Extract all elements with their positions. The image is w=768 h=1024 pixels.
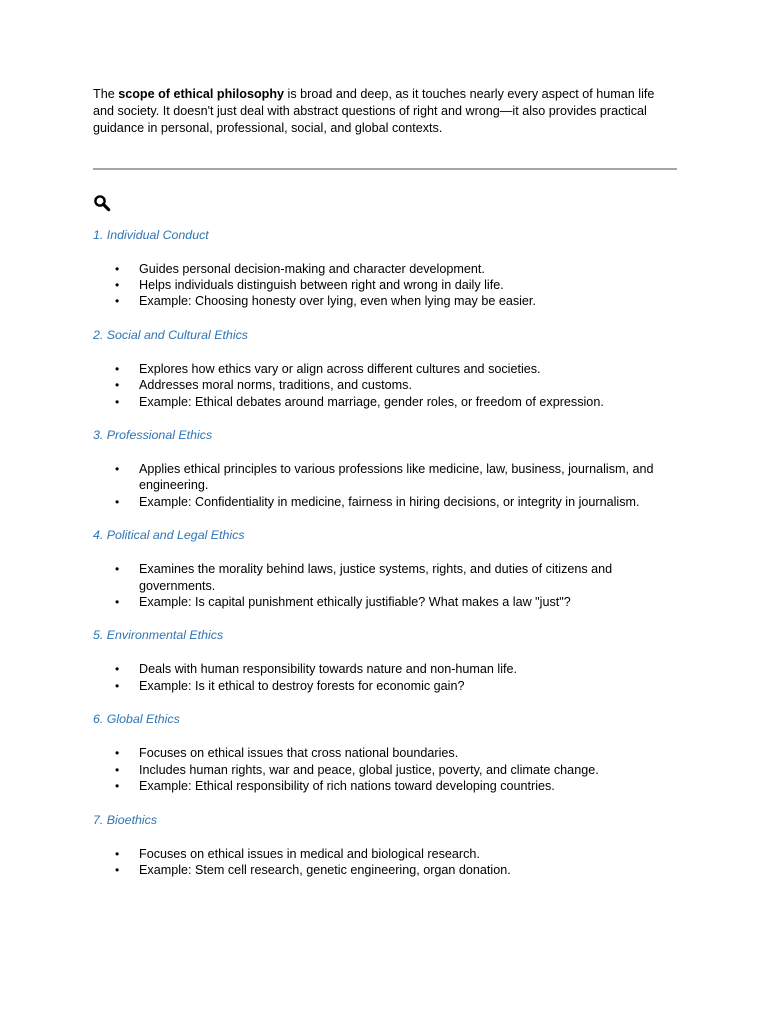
bullet-icon: • [115,261,120,276]
section [93,711,677,794]
list-item [93,377,677,393]
bullet-list [93,461,677,510]
list-item-text: Addresses moral norms, traditions, and customs. [139,378,412,393]
list-item [93,762,677,778]
section-heading: 4. Political and Legal Ethics [93,528,245,543]
list-item [93,494,677,510]
list-item-text: Includes human rights, war and peace, global justice, poverty, and climate change. [139,762,599,777]
bullet-icon: • [115,678,120,693]
intro-paragraph [93,86,677,138]
section [93,812,677,879]
section [93,227,677,310]
list-item [93,461,677,494]
list-item [93,778,677,794]
bullet-icon: • [115,746,120,761]
bullet-icon: • [115,595,120,610]
bullet-list [93,561,677,610]
list-item [93,277,677,293]
bullet-icon: • [115,278,120,293]
list-item-text: Examines the morality behind laws, justice systems, rights, and duties of citizens and governments. [139,562,613,593]
list-item [93,862,677,878]
list-item-text: Example: Ethical responsibility of rich nations toward developing countries. [139,779,555,794]
list-item-text: Deals with human responsibility towards nature and non-human life. [139,662,518,677]
bullet-list [93,261,677,310]
intro-bold-term: scope of ethical philosophy [118,87,285,101]
bullet-icon: • [115,562,120,577]
bullet-icon: • [115,779,120,794]
bullet-icon: • [115,846,120,861]
section-heading: 6. Global Ethics [93,712,180,727]
horizontal-rule [93,168,677,170]
list-item-text: Example: Choosing honesty over lying, even when lying may be easier. [139,294,536,309]
bullet-icon: • [115,862,120,877]
section-heading: 5. Environmental Ethics [93,628,224,643]
list-item [93,594,677,610]
bullet-icon: • [115,294,120,309]
list-item [93,745,677,761]
document-page [93,86,677,895]
list-item-text: Applies ethical principles to various professions like medicine, law, business, journalism, and engineering. [139,462,654,493]
list-item-text: Guides personal decision-making and character development. [139,261,485,276]
list-item-text: Example: Stem cell research, genetic engineering, organ donation. [139,862,511,877]
bullet-icon: • [115,361,120,376]
bullet-icon: • [115,494,120,509]
section [93,427,677,510]
list-item [93,561,677,594]
list-item-text: Example: Is it ethical to destroy forests for economic gain? [139,678,465,693]
intro-lead: The [93,87,119,101]
list-item-text: Focuses on ethical issues that cross national boundaries. [139,746,459,761]
list-item [93,293,677,309]
section [93,627,677,694]
bullet-icon: • [115,662,120,677]
bullet-icon: • [115,378,120,393]
bullet-list [93,745,677,794]
intro-rest: is broad and deep, as it touches nearly every aspect of human life and society. It doesn't just deal with abstract questions of right and wrong—it also provides practical guidance in personal, professional, social, and global contexts. [93,87,655,136]
bullet-icon: • [115,394,120,409]
list-item [93,361,677,377]
list-item-text: Example: Is capital punishment ethically justifiable? What makes a law "just"? [139,595,571,610]
section [93,327,677,410]
search-icon [93,194,111,212]
section [93,527,677,610]
list-item [93,846,677,862]
list-item [93,661,677,677]
list-item [93,394,677,410]
bullet-icon: • [115,462,120,477]
list-item-text: Focuses on ethical issues in medical and biological research. [139,846,480,861]
bullet-icon: • [115,762,120,777]
list-item [93,678,677,694]
section-heading: 7. Bioethics [93,812,158,827]
bullet-list [93,661,677,694]
bullet-list [93,361,677,410]
sections-list [93,227,677,879]
list-item [93,261,677,277]
list-item-text: Example: Confidentiality in medicine, fairness in hiring decisions, or integrity in journalism. [139,494,640,509]
list-item-text: Helps individuals distinguish between right and wrong in daily life. [139,278,504,293]
list-item-text: Explores how ethics vary or align across different cultures and societies. [139,361,541,376]
bullet-list [93,846,677,879]
section-heading: 2. Social and Cultural Ethics [93,327,248,342]
section-heading: 3. Professional Ethics [93,428,213,443]
section-heading: 1. Individual Conduct [93,227,209,242]
list-item-text: Example: Ethical debates around marriage, gender roles, or freedom of expression. [139,394,604,409]
